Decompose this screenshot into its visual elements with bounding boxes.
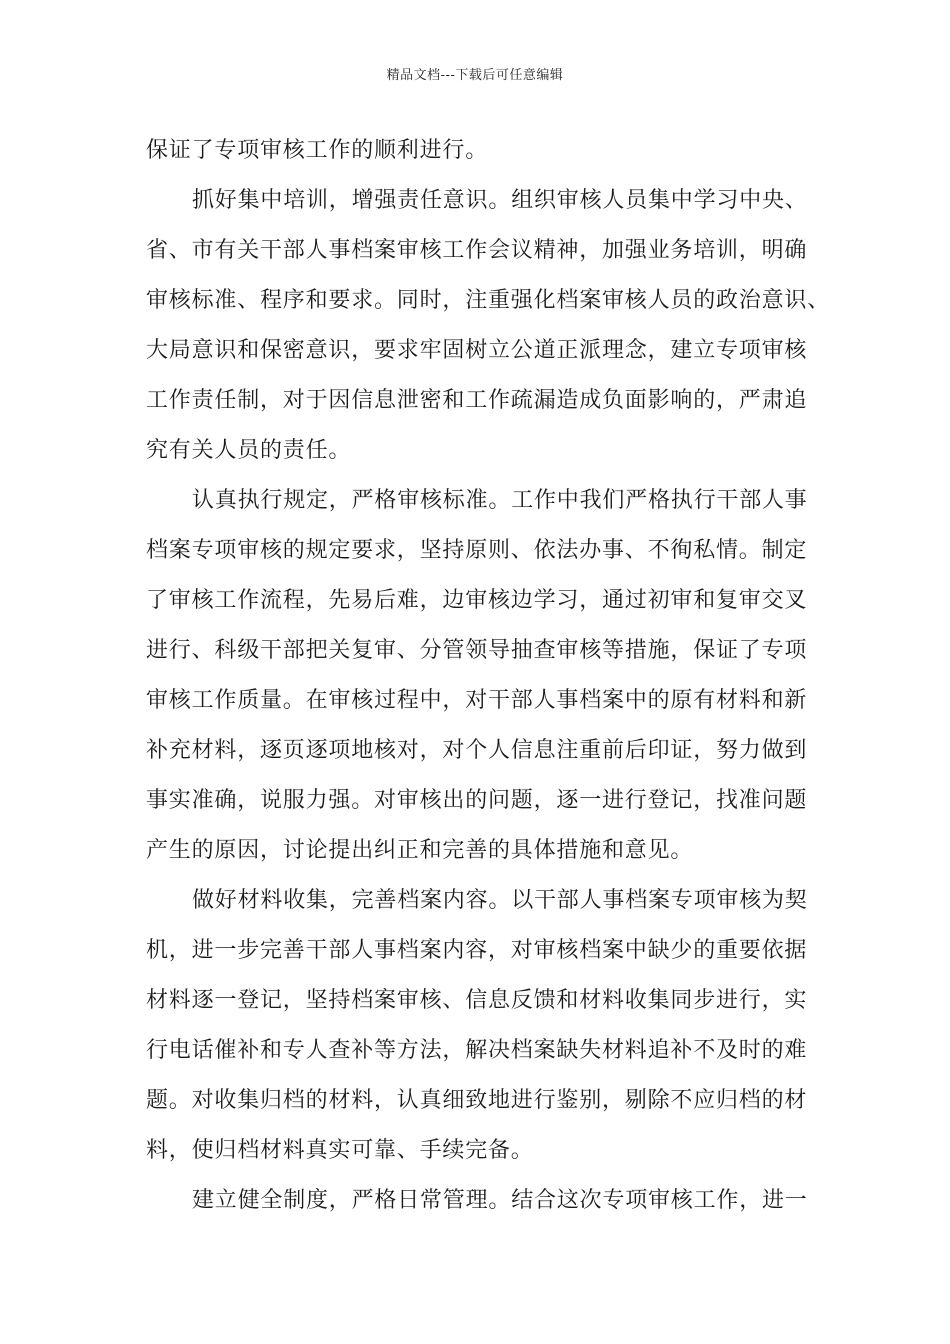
text-line: 审核工作质量。在审核过程中，对干部人事档案中的原有材料和新 bbox=[146, 688, 808, 713]
paragraph-first-line: 建立健全制度，严格日常管理。结合这次专项审核工作，进一 bbox=[192, 1188, 808, 1213]
paragraph-first-line: 抓好集中培训，增强责任意识。组织审核人员集中学习中央、 bbox=[192, 188, 808, 213]
text-line: 大局意识和保密意识，要求牢固树立公道正派理念，建立专项审核 bbox=[146, 338, 808, 363]
text-line: 补充材料，逐页逐项地核对，对个人信息注重前后印证，努力做到 bbox=[146, 738, 808, 763]
paragraph-first-line: 做好材料收集，完善档案内容。以干部人事档案专项审核为契 bbox=[192, 888, 808, 913]
text-line: 产生的原因，讨论提出纠正和完善的具体措施和意见。 bbox=[146, 838, 694, 863]
text-line: 材料逐一登记，坚持档案审核、信息反馈和材料收集同步进行，实 bbox=[146, 988, 808, 1013]
text-line: 进行、科级干部把关复审、分管领导抽查审核等措施，保证了专项 bbox=[146, 638, 808, 663]
text-line: 究有关人员的责任。 bbox=[146, 438, 352, 463]
document-body bbox=[146, 126, 846, 1226]
page-header: 精品文档---下载后可任意编辑 bbox=[386, 68, 564, 83]
paragraph-first-line: 认真执行规定，严格审核标准。工作中我们严格执行干部人事 bbox=[192, 488, 808, 513]
text-line: 行电话催补和专人查补等方法，解决档案缺失材料追补不及时的难 bbox=[146, 1038, 808, 1063]
text-line: 了审核工作流程，先易后难，边审核边学习，通过初审和复审交叉 bbox=[146, 588, 808, 613]
text-line: 料，使归档材料真实可靠、手续完备。 bbox=[146, 1138, 534, 1163]
text-line: 审核标准、程序和要求。同时，注重强化档案审核人员的政治意识、 bbox=[146, 288, 831, 313]
text-line: 保证了专项审核工作的顺利进行。 bbox=[146, 138, 489, 163]
text-line: 事实准确，说服力强。对审核出的问题，逐一进行登记，找准问题 bbox=[146, 788, 808, 813]
text-line: 省、市有关干部人事档案审核工作会议精神，加强业务培训，明确 bbox=[146, 238, 808, 263]
text-line: 题。对收集归档的材料，认真细致地进行鉴别，剔除不应归档的材 bbox=[146, 1088, 808, 1113]
text-line: 机，进一步完善干部人事档案内容，对审核档案中缺少的重要依据 bbox=[146, 938, 808, 963]
text-line: 工作责任制，对于因信息泄密和工作疏漏造成负面影响的，严肃追 bbox=[146, 388, 808, 413]
text-line: 档案专项审核的规定要求，坚持原则、依法办事、不徇私情。制定 bbox=[146, 538, 808, 563]
